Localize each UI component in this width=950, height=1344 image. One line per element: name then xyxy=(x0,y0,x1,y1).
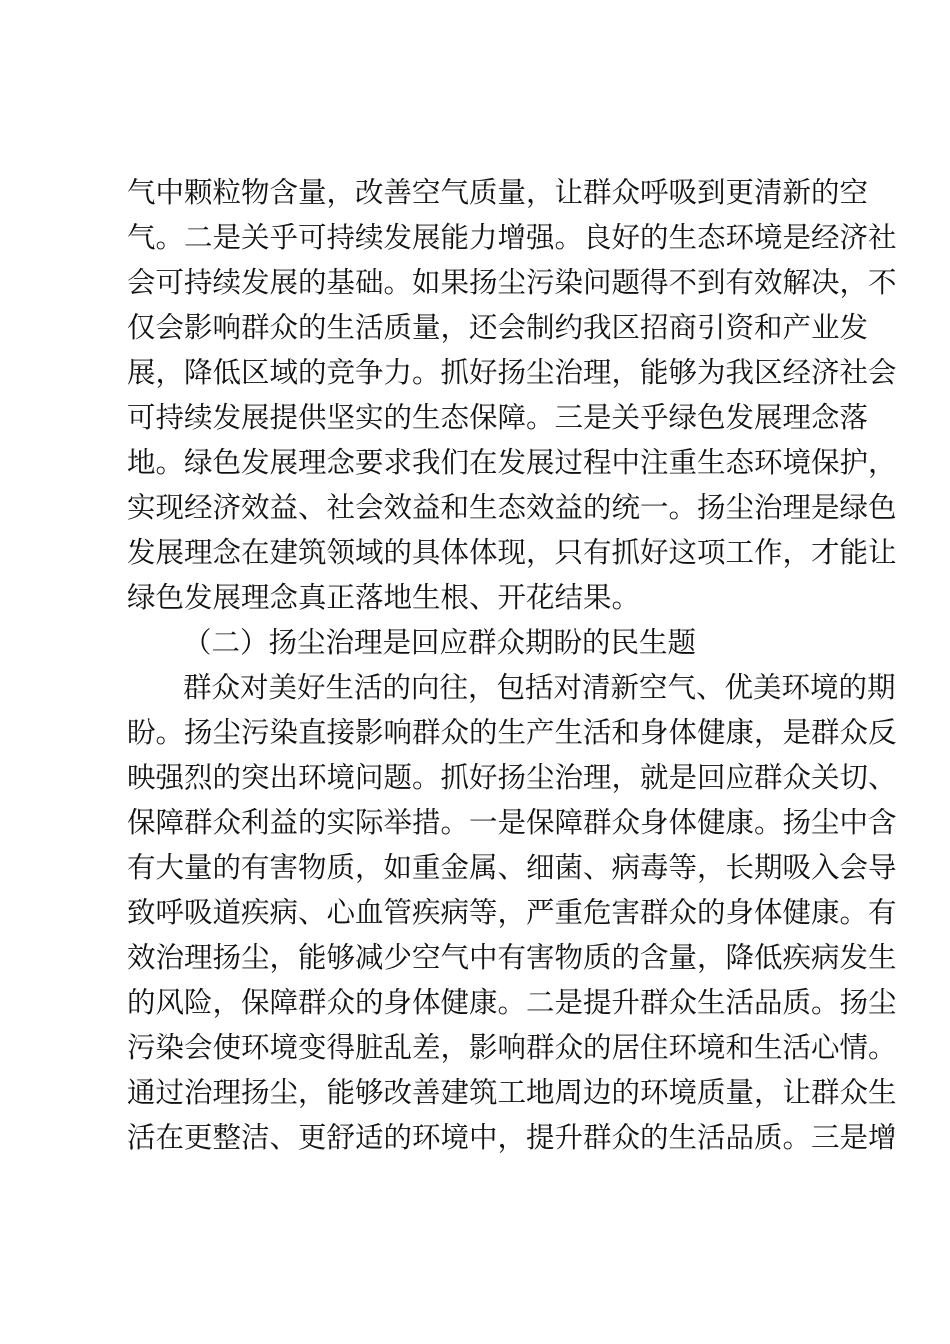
body-text-line: 可持续发展提供坚实的生态保障。三是关乎绿色发展理念落 xyxy=(127,401,869,434)
body-text-line: 盼。扬尘污染直接影响群众的生产生活和身体健康，是群众反 xyxy=(127,716,897,749)
body-text-line: 实现经济效益、社会效益和生态效益的统一。扬尘治理是绿色 xyxy=(127,491,897,524)
body-text-line: 气中颗粒物含量，改善空气质量，让群众呼吸到更清新的空 xyxy=(127,176,869,209)
body-text-line: 效治理扬尘，能够减少空气中有害物质的含量，降低疾病发生 xyxy=(127,941,897,974)
body-text-line: 会可持续发展的基础。如果扬尘污染问题得不到有效解决，不 xyxy=(127,266,897,299)
body-text-line: 污染会使环境变得脏乱差，影响群众的居住环境和生活心情。 xyxy=(127,1031,897,1064)
body-text-line: 映强烈的突出环境问题。抓好扬尘治理，就是回应群众关切、 xyxy=(127,761,897,794)
body-text-line: 地。绿色发展理念要求我们在发展过程中注重生态环境保护， xyxy=(127,446,897,479)
body-text-line: 展，降低区域的竞争力。抓好扬尘治理，能够为我区经济社会 xyxy=(127,356,897,389)
body-text-line: 仅会影响群众的生活质量，还会制约我区招商引资和产业发 xyxy=(127,311,869,344)
body-text-line: 绿色发展理念真正落地生根、开花结果。 xyxy=(127,581,641,614)
body-text-line: 有大量的有害物质，如重金属、细菌、病毒等，长期吸入会导 xyxy=(127,851,897,884)
body-text-line: 保障群众利益的实际举措。一是保障群众身体健康。扬尘中含 xyxy=(127,806,897,839)
body-text-line: 发展理念在建筑领域的具体体现，只有抓好这项工作，才能让 xyxy=(127,536,897,569)
section-heading: （二）扬尘治理是回应群众期盼的民生题 xyxy=(183,626,697,659)
body-text-line: 的风险，保障群众的身体健康。二是提升群众生活品质。扬尘 xyxy=(127,986,897,1019)
body-text-line: 活在更整洁、更舒适的环境中，提升群众的生活品质。三是增 xyxy=(127,1121,897,1154)
body-text-line: 群众对美好生活的向往，包括对清新空气、优美环境的期 xyxy=(183,671,896,704)
body-text-line: 致呼吸道疾病、心血管疾病等，严重危害群众的身体健康。有 xyxy=(127,896,897,929)
body-text-line: 气。二是关乎可持续发展能力增强。良好的生态环境是经济社 xyxy=(127,221,897,254)
body-text-line: 通过治理扬尘，能够改善建筑工地周边的环境质量，让群众生 xyxy=(127,1076,897,1109)
